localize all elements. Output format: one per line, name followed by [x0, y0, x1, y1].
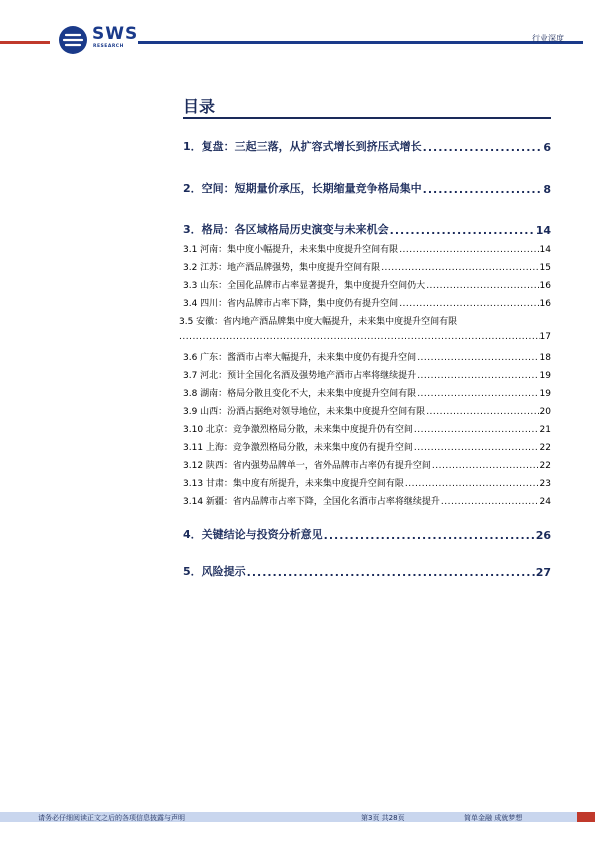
- toc-page-number: 15: [539, 263, 551, 273]
- toc-subsection-entry[interactable]: [183, 278, 551, 291]
- toc-page-number: 14: [539, 245, 551, 255]
- toc-page-number: 27: [535, 566, 551, 579]
- toc-page-number: 14: [535, 224, 551, 237]
- toc-leader-dots: [423, 183, 543, 196]
- toc-subsection-entry[interactable]: [183, 368, 551, 381]
- toc-entry-text: 3.2 江苏：地产酒品牌强势，集中度提升空间有限: [183, 263, 381, 273]
- toc-page-number: 26: [535, 529, 551, 542]
- logo-text: SWS: [92, 24, 139, 44]
- toc-subsection-entry[interactable]: [183, 476, 551, 489]
- toc-page-number: 18: [539, 353, 551, 363]
- header-rule-blue: [138, 41, 583, 44]
- toc-subsection-entry[interactable]: [183, 440, 551, 453]
- toc-subsection-entry[interactable]: [183, 296, 551, 309]
- toc-subsection-entry[interactable]: [183, 386, 551, 399]
- toc-entry-text: 2．空间：短期量价承压，长期缩量竞争格局集中: [183, 182, 422, 195]
- toc-section-entry[interactable]: [183, 138, 551, 154]
- toc-entry-text: 3.4 四川：省内品牌市占率下降，集中度仍有提升空间: [183, 299, 399, 309]
- toc-page-number: 23: [539, 479, 551, 489]
- footer-bar-red: [577, 812, 595, 822]
- toc-leader-dots: [247, 566, 535, 579]
- toc-entry-text: 5．风险提示: [183, 565, 246, 578]
- toc-page-number: 17: [539, 332, 551, 342]
- toc-leader-dots: [417, 389, 538, 399]
- toc-entry-text: 4．关键结论与投资分析意见: [183, 528, 323, 541]
- toc-leader-dots: [414, 425, 539, 435]
- sws-logo: [58, 25, 138, 55]
- toc-title-rule: [183, 117, 551, 119]
- toc-leader-dots: [414, 443, 539, 453]
- toc-title: 目录: [183, 97, 216, 116]
- toc-entry-text: 3.8 湖南：格局分散且变化不大，未来集中度提升空间有限: [183, 389, 417, 399]
- toc-entry-text: 3.6 广东：酱酒市占率大幅提升，未来集中度仍有提升空间: [183, 353, 417, 363]
- footer-disclaimer: 请务必仔细阅读正文之后的各项信息披露与声明: [38, 814, 185, 822]
- report-type-label: 行业深度: [532, 34, 564, 43]
- toc-entry-text[interactable]: 3.5 安徽：省内地产酒品牌集中度大幅提升，未来集中度提升空间有限: [179, 317, 458, 327]
- toc-leader-dots: [426, 281, 538, 291]
- toc-leader-dots: [432, 461, 539, 471]
- toc-entry-text: 3.11 上海：竞争激烈格局分散，未来集中度仍有提升空间: [183, 443, 413, 453]
- toc-entry-continuation[interactable]: [179, 332, 551, 342]
- toc-page-number: 22: [539, 461, 551, 471]
- toc-entry-text: 1．复盘：三起三落，从扩容式增长到挤压式增长: [183, 140, 422, 153]
- toc-leader-dots: [423, 141, 543, 154]
- toc-entry-text: 3.13 甘肃：集中度有所提升，未来集中度提升空间有限: [183, 479, 404, 489]
- footer-page-info: 第3页 共28页: [361, 814, 405, 822]
- toc-page-number: 16: [539, 281, 551, 291]
- toc-subsection-entry[interactable]: [183, 422, 551, 435]
- toc-entry-text: 3.9 山西：汾酒占据绝对领导地位，未来集中度提升空间有限: [183, 407, 426, 417]
- toc-section-entry[interactable]: [183, 221, 551, 237]
- toc-leader-dots: [179, 332, 540, 342]
- toc-page-number: 19: [539, 389, 551, 399]
- toc-page-number: 20: [539, 407, 551, 417]
- toc-leader-dots: [390, 224, 535, 237]
- toc-page-number: 22: [539, 443, 551, 453]
- toc-subsection-entry[interactable]: [183, 350, 551, 363]
- toc-leader-dots: [381, 263, 538, 273]
- toc-entry-text: 3.14 新疆：省内品牌市占率下降，全国化名酒市占率将继续提升: [183, 497, 440, 507]
- toc-section-entry[interactable]: [183, 563, 551, 579]
- toc-page-number: 16: [539, 299, 551, 309]
- toc-leader-dots: [324, 529, 535, 542]
- toc-section-entry[interactable]: [183, 526, 551, 542]
- toc-entry-text: 3.12 陕西：省内强势品牌单一，省外品牌市占率仍有提升空间: [183, 461, 431, 471]
- toc-page-number: 21: [539, 425, 551, 435]
- toc-subsection-entry[interactable]: [183, 404, 551, 417]
- toc-page-number: 24: [539, 497, 551, 507]
- toc-leader-dots: [441, 497, 539, 507]
- footer-slogan: 简单金融 成就梦想: [464, 814, 523, 822]
- toc-leader-dots: [405, 479, 539, 489]
- toc-leader-dots: [399, 299, 538, 309]
- toc-section-entry[interactable]: [183, 180, 551, 196]
- toc-page-number: 8: [543, 183, 551, 196]
- toc-subsection-entry[interactable]: [183, 458, 551, 471]
- toc-leader-dots: [399, 245, 538, 255]
- toc-entry-text: 3．格局：各区域格局历史演变与未来机会: [183, 223, 389, 236]
- toc-subsection-entry[interactable]: [183, 494, 551, 507]
- toc-leader-dots: [426, 407, 538, 417]
- logo-subtext: RESEARCH: [93, 44, 124, 49]
- toc-page-number: 6: [543, 141, 551, 154]
- toc-entry-text: 3.10 北京：竞争激烈格局分散，未来集中度提升仍有空间: [183, 425, 413, 435]
- toc-entry-text: 3.3 山东：全国化品牌市占率显著提升，集中度提升空间仍大: [183, 281, 426, 291]
- toc-subsection-entry[interactable]: [183, 242, 551, 255]
- toc-entry-text: 3.1 河南：集中度小幅提升，未来集中度提升空间有限: [183, 245, 399, 255]
- toc-entry-text: 3.7 河北：预计全国化名酒及强势地产酒市占率将继续提升: [183, 371, 417, 381]
- sws-logo-icon: [58, 25, 88, 55]
- toc-subsection-entry[interactable]: [183, 260, 551, 273]
- toc-leader-dots: [417, 353, 538, 363]
- header-rule-red: [0, 41, 50, 44]
- toc-leader-dots: [417, 371, 538, 381]
- toc-page-number: 19: [539, 371, 551, 381]
